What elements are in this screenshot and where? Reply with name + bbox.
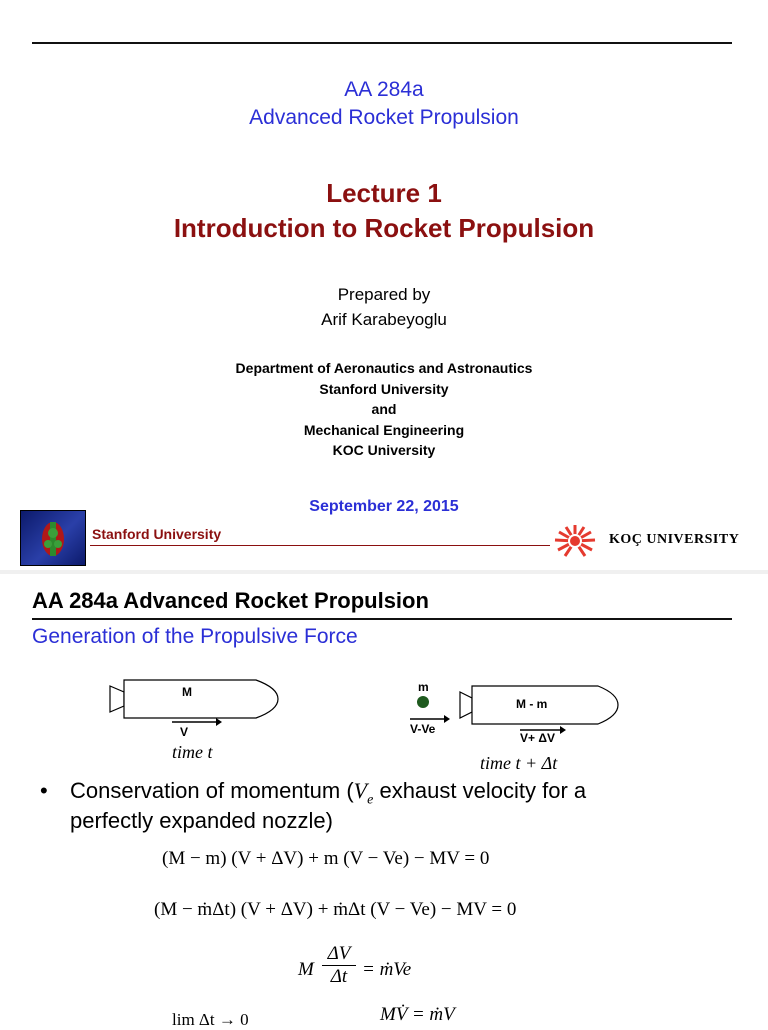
time-caption-right: time t + Δt	[480, 753, 558, 773]
course-code: AA 284a	[344, 78, 424, 101]
particle-mass-label: m	[418, 680, 429, 694]
time-caption-left: time t	[172, 742, 213, 762]
eq3-denominator: Δt	[330, 966, 348, 987]
lecture-number: Lecture 1	[326, 178, 442, 208]
ve-symbol: $V_e$	[353, 778, 374, 808]
author-name: Arif Karabeyoglu	[321, 310, 447, 329]
top-rule	[32, 42, 732, 44]
equation-4-limit: lim Δt → 0	[172, 1010, 249, 1029]
eq3-numerator: ΔV	[327, 943, 351, 964]
delta-velocity-label: V+ ΔV	[520, 731, 555, 745]
bullet-pre: Conservation of momentum (	[70, 778, 354, 803]
equation-2: (M − ṁΔt) (V + ΔV) + ṁΔt (V − Ve) − MV = 0	[154, 899, 517, 920]
bullet-dot: •	[40, 778, 48, 803]
affiliation-line: Stanford University	[319, 380, 449, 397]
stanford-underline	[90, 545, 550, 546]
equation-4: MV̇ = ṁV	[380, 1004, 455, 1025]
koc-logo-icon	[551, 523, 599, 559]
particle-dot-icon	[417, 696, 429, 708]
bullet-line2: perfectly expanded nozzle)	[70, 808, 333, 833]
stanford-seal-icon	[20, 510, 86, 566]
lecture-title: Introduction to Rocket Propulsion	[173, 213, 595, 243]
slide2-subtitle: Generation of the Propulsive Force	[32, 625, 358, 648]
affiliation-line: and	[371, 401, 397, 417]
remaining-mass-label: M - m	[516, 697, 548, 711]
eq3-fraction	[322, 943, 356, 988]
lecture-date: September 22, 2015	[309, 498, 459, 515]
affiliation-line: Mechanical Engineering	[303, 421, 465, 438]
particle-arrow-icon	[410, 711, 450, 721]
affiliation-block	[0, 358, 768, 461]
rocket-mass-label: M	[182, 685, 192, 699]
eq3-rhs: = ṁVe	[362, 959, 412, 980]
slide2-title: AA 284a Advanced Rocket Propulsion	[32, 588, 429, 613]
affiliation-line: Department of Aeronautics and Astronautics	[235, 360, 533, 376]
course-name: Advanced Rocket Propulsion	[249, 106, 519, 129]
affiliation-line: KOC University	[332, 442, 436, 458]
koc-label: KOÇ UNIVERSITY	[609, 532, 740, 547]
eq3-lhs: M	[298, 959, 314, 980]
stanford-label: Stanford University	[92, 526, 222, 542]
slide2-rule	[32, 618, 732, 620]
bullet-post: exhaust velocity for a	[373, 778, 587, 803]
prepared-by: Prepared by	[337, 285, 431, 304]
slide-separator	[0, 570, 768, 574]
velocity-arrow-icon	[172, 714, 222, 724]
velocity-label: V	[180, 725, 189, 739]
equation-1: (M − m) (V + ΔV) + m (V − Ve) − MV = 0	[162, 848, 490, 869]
particle-velocity-label: V-Ve	[410, 722, 436, 736]
